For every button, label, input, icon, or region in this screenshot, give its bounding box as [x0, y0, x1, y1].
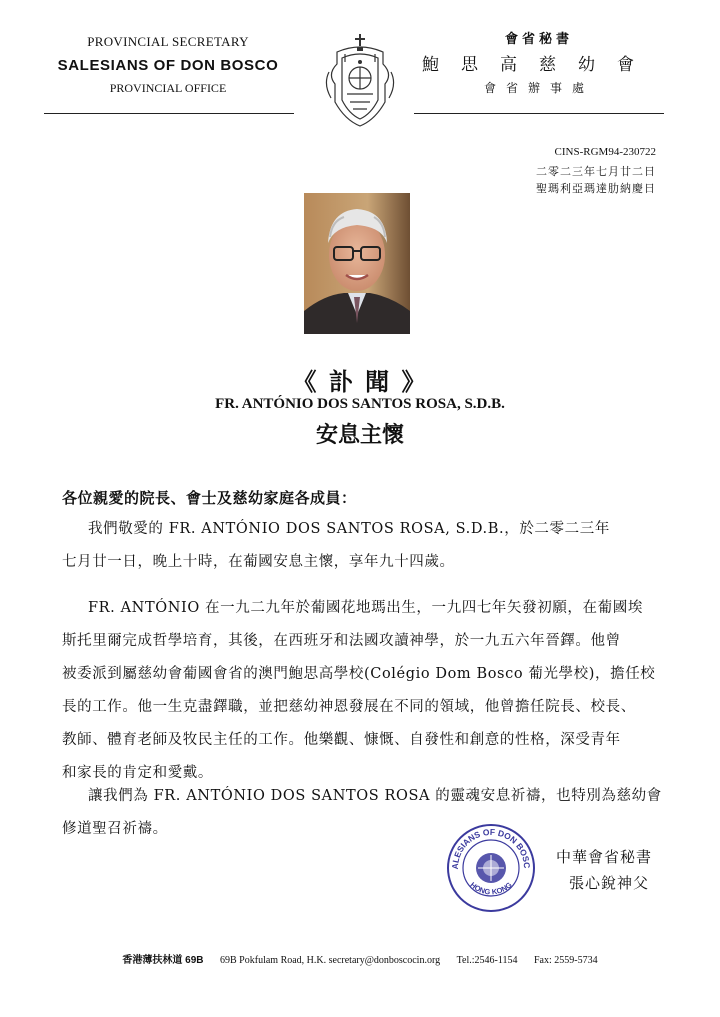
obituary-title: 《 訃 聞 》: [292, 367, 428, 396]
paragraph-biography: [62, 596, 662, 794]
rest-in-peace-heading: 安息主懷: [315, 422, 404, 448]
paragraph-announcement: [62, 517, 662, 583]
greeting-line: 各位親愛的院長、會士及慈幼家庭各成員：: [62, 489, 357, 507]
paragraph-prayer: [62, 784, 662, 850]
paragraph-line: 被委派到屬慈幼會葡國會省的澳門鮑思高學校(Colégio Dom Bosco 葡光學校)，擔任校: [62, 666, 656, 682]
paragraph-line: 和家長的肯定和愛戴。: [62, 765, 213, 781]
footer-contact: [0, 951, 720, 966]
seal-bottom-text: HONG KONG: [468, 880, 514, 897]
header-right-rule: [414, 113, 664, 114]
reference-date: 二零二三年七月廿二日: [536, 165, 656, 178]
footer-address-zh: 香港薄扶林道 69B: [122, 955, 204, 966]
header-left-rule: [44, 113, 294, 114]
portrait-photo: [304, 193, 410, 334]
footer-fax: Fax: 2559-5734: [534, 955, 598, 966]
footer-address-en: 69B Pokfulam Road, H.K. secretary@donboscocin.org: [220, 955, 441, 966]
paragraph-line: 七月廿一日，晚上十時，在葡國安息主懷，享年九十四歲。: [62, 554, 455, 570]
paragraph-line: 修道聖召祈禱。: [62, 821, 168, 837]
header-salesians-zh: 鮑思高慈幼會: [422, 55, 656, 75]
paragraph-line: 斯托里爾完成哲學培育，其後，在西班牙和法國攻讀神學，於一九五六年晉鐸。他曾: [62, 633, 621, 649]
paragraph-line: 我們敬愛的 FR. ANTÓNIO DOS SANTOS ROSA, S.D.B.，於二零二三年: [88, 521, 610, 537]
signatory-title: 中華會省秘書: [556, 848, 653, 866]
paragraph-line: 讓我們為 FR. ANTÓNIO DOS SANTOS ROSA 的靈魂安息祈禱，也特別為慈幼會: [88, 788, 662, 804]
header-provincial-secretary: PROVINCIAL SECRETARY: [87, 34, 249, 49]
deceased-name: FR. ANTÓNIO DOS SANTOS ROSA, S.D.B.: [215, 396, 505, 412]
header-office-zh: 會省辦事處: [483, 81, 594, 95]
salesians-hong-kong-seal: [446, 823, 536, 913]
footer-tel: Tel.:2546-1154: [456, 955, 518, 966]
reference-code: CINS-RGM94-230722: [554, 146, 656, 158]
paragraph-line: 長的工作。他一生克盡鐸職，並把慈幼神恩發展在不同的領域，他曾擔任院長、校長、: [62, 699, 636, 715]
header-provincial-office: PROVINCIAL OFFICE: [109, 81, 227, 95]
signatory-name: 張心銳神父: [569, 874, 650, 892]
paragraph-line: 教師、體育老師及牧民主任的工作。他樂觀、慷慨、自發性和創意的性格，深受青年: [62, 732, 621, 748]
seal-top-text: ALESIANS OF DON BOSC: [449, 826, 533, 870]
header-secretary-zh: 會省秘書: [504, 32, 573, 47]
header-salesians: SALESIANS OF DON BOSCO: [57, 57, 279, 74]
paragraph-line: FR. ANTÓNIO 在一九二九年於葡國花地瑪出生，一九四七年矢發初願，在葡國埃: [88, 600, 643, 616]
reference-feast: 聖瑪利亞瑪達肋納慶日: [536, 182, 656, 195]
salesian-crest-logo: [315, 24, 405, 134]
